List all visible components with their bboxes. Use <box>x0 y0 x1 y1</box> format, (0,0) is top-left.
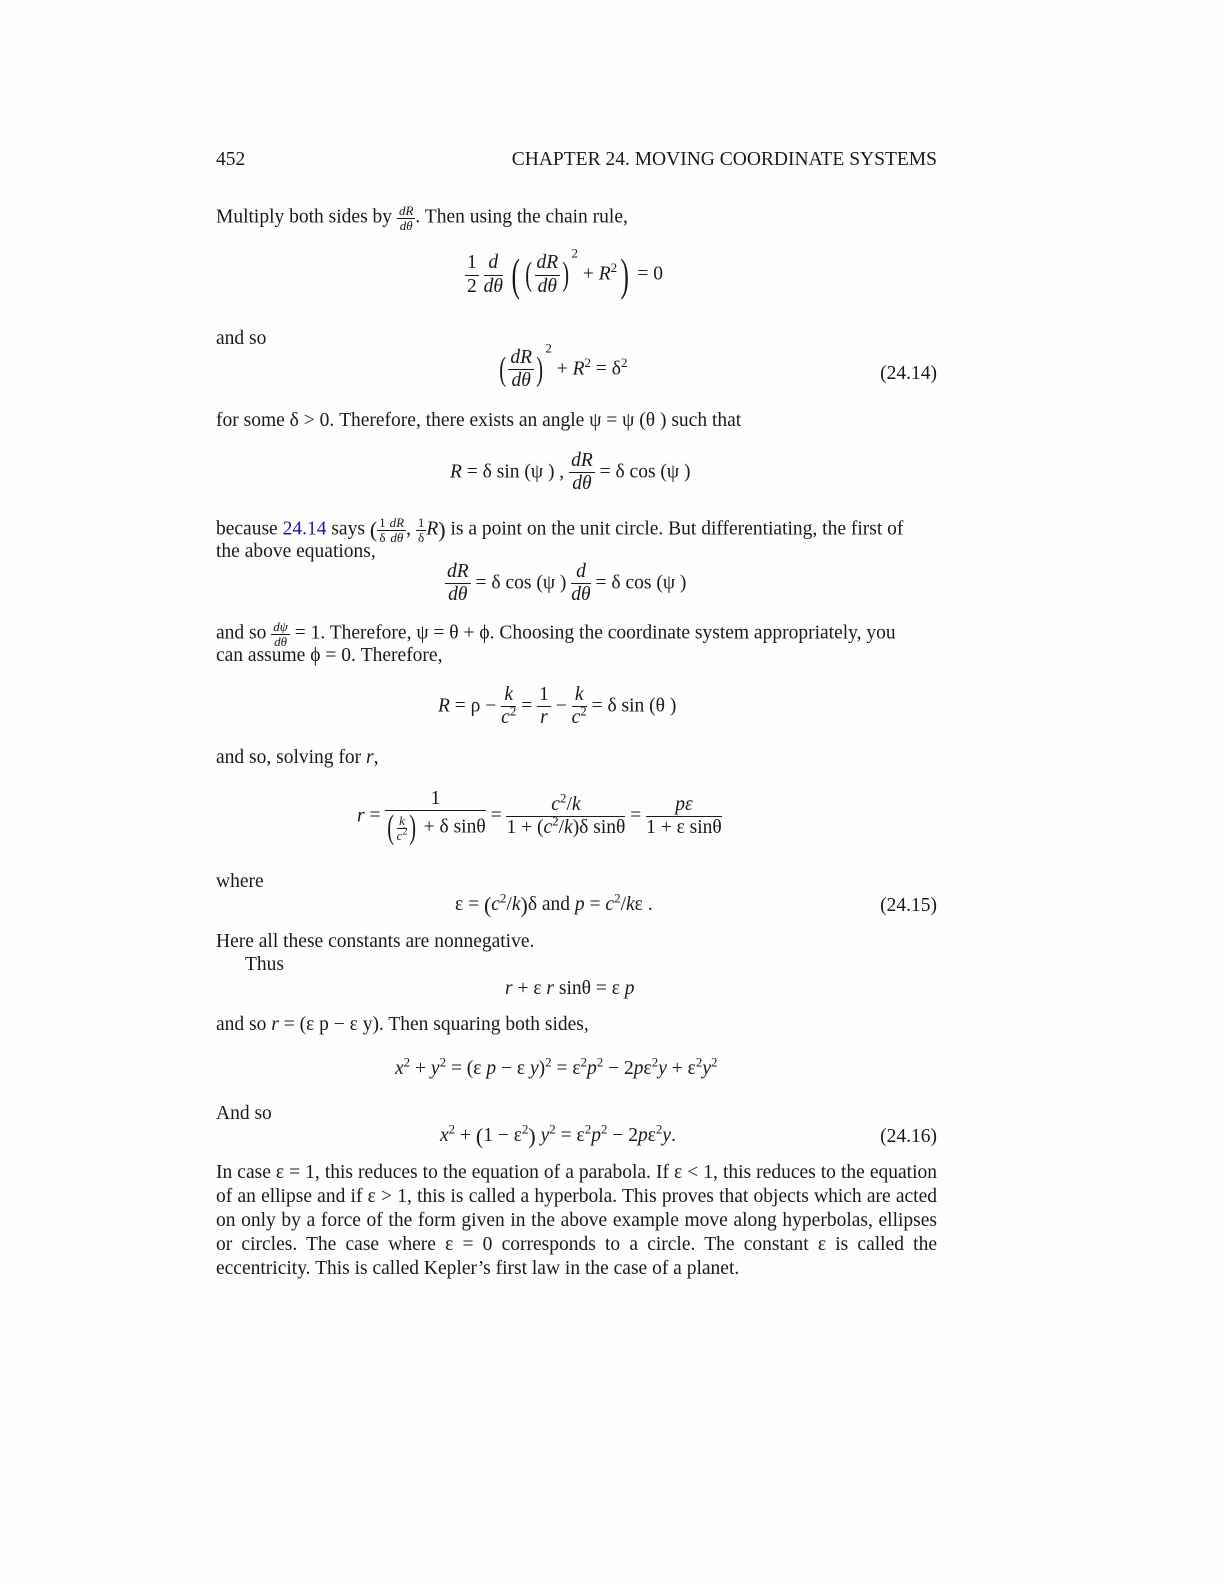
equation-r-solution: r = 1 ( $\frac{k}{c^2}$ ) + δ sinθ = $\frac{c^2/k}{1 + (c^2/k)\delta \sin\theta}$ = $\frac{p\varepsilon}{\text{1 + ε sinθ}}$ <box>357 788 722 847</box>
equation-chain-rule: $\frac{1}{2}$ $\frac{d}{d\theta}$ ( ( $\frac{dR}{d\theta}$ )$^2 + R^2) = 0$ <box>467 245 663 300</box>
text-run: says <box>326 518 370 540</box>
paragraph-because-cont: the above equations, <box>216 541 376 562</box>
text-run: because <box>216 518 283 540</box>
paragraph-solving <box>216 746 379 770</box>
text-run: r <box>366 747 374 768</box>
equation-r-eps: r + ε r sinθ = ε p <box>505 978 635 999</box>
text-thus: Thus <box>245 954 284 975</box>
equation-number-24-15: (24.15) <box>880 895 937 916</box>
paragraph-squaring <box>216 1013 589 1037</box>
paragraph-and-so: and so $\frac{d\psi}{d\theta}$ = 1. Therefore, ψ = θ + ϕ. Choosing the coordinate system appropriately, you <box>216 619 896 649</box>
equation-24-14: ( $\frac{dR}{d\theta}$ )$^2 + R^2 = \delta^2$ <box>499 340 628 392</box>
equation-number-24-16: (24.16) <box>880 1126 937 1147</box>
text-run: and so <box>216 1014 272 1035</box>
paragraph-because: because 24.14 says ( $\frac{1}{\delta}$ $\frac{dR}{d\theta}$ , $\frac{1}{\delta}$ R) is a point on the unit circle. But differentiating, the first of <box>216 515 904 545</box>
text-run: = 1. Therefore, ψ = θ + ϕ. Choosing the coordinate system appropriately, you <box>289 622 896 644</box>
text-and-so-1: and so <box>216 328 267 349</box>
text-run: , <box>373 747 379 768</box>
text-run: . Then using the chain rule, <box>415 206 628 228</box>
equation-polar-form: R = δ sin (ψ ) , $\frac{dR}{d\theta}$ = δ cos (ψ ) <box>450 450 691 495</box>
paragraph-angle: for some δ > 0. Therefore, there exists an angle ψ = ψ (θ ) such that <box>216 410 742 431</box>
paragraph-conclusion: In case ε = 1, this reduces to the equation of a parabola. If ε < 1, this reduces to the equation of an ellipse and if ε > 1, this is called a hyperbola. This proves that objects which are acted on only by a force of the form given in the above example move along hyperbolas, ellipses or circles. The case where ε = 0 corresponds to a circle. The constant ε is called the eccentricity. This is called Kepler’s first law in the case of a planet. <box>216 1162 937 1279</box>
equation-24-16: $x^2 + (1 - \varepsilon^2) y^2 = \varepsilon^2p^2 - 2p\varepsilon^2y$. <box>440 1121 676 1149</box>
chapter-title: CHAPTER 24. MOVING COORDINATE SYSTEMS <box>511 149 937 170</box>
equation-R-rho: R = ρ − $\frac{k}{c^2}$ = $\frac{1}{r}$ − $\frac{k}{c^2}$ = δ sin (θ ) <box>438 684 677 729</box>
text-run: and so <box>216 622 272 644</box>
fraction-dR-dtheta: $\frac{dR}{d\theta}$ <box>398 203 414 233</box>
equation-derivative: $\frac{dR}{d\theta}$ = δ cos (ψ ) $\frac{d}{d\theta}$ = δ cos (ψ ) <box>447 561 687 606</box>
paragraph-and-so-cont: can assume ϕ = 0. Therefore, <box>216 645 443 666</box>
text-run: r <box>271 1014 279 1035</box>
text-where: where <box>216 871 264 892</box>
text-run: is a point on the unit circle. But differentiating, the first of <box>445 518 904 540</box>
text-run: and so, solving for <box>216 747 367 768</box>
page-number: 452 <box>216 149 246 170</box>
text-run: Multiply both sides by <box>216 206 397 228</box>
text-run: = (ε p − ε y). Then squaring both sides, <box>278 1014 589 1035</box>
equation-number-24-14: (24.14) <box>880 363 937 384</box>
text-and-so-2: And so <box>216 1103 272 1124</box>
paragraph-intro <box>216 204 628 232</box>
paragraph-constants: Here all these constants are nonnegative. <box>216 931 535 952</box>
equation-squared: $x^2 + y^2 = (\varepsilon$ p − ε $y)^2 = \varepsilon^2p^2 - 2p\varepsilon^2y + \varepsilon^2y^2$ <box>395 1054 718 1079</box>
equation-24-15: $\varepsilon = (c^2/k)\delta$ and $p = c^2/k\varepsilon$ . <box>455 890 653 918</box>
equation-link-24-14[interactable]: 24.14 <box>282 518 327 540</box>
